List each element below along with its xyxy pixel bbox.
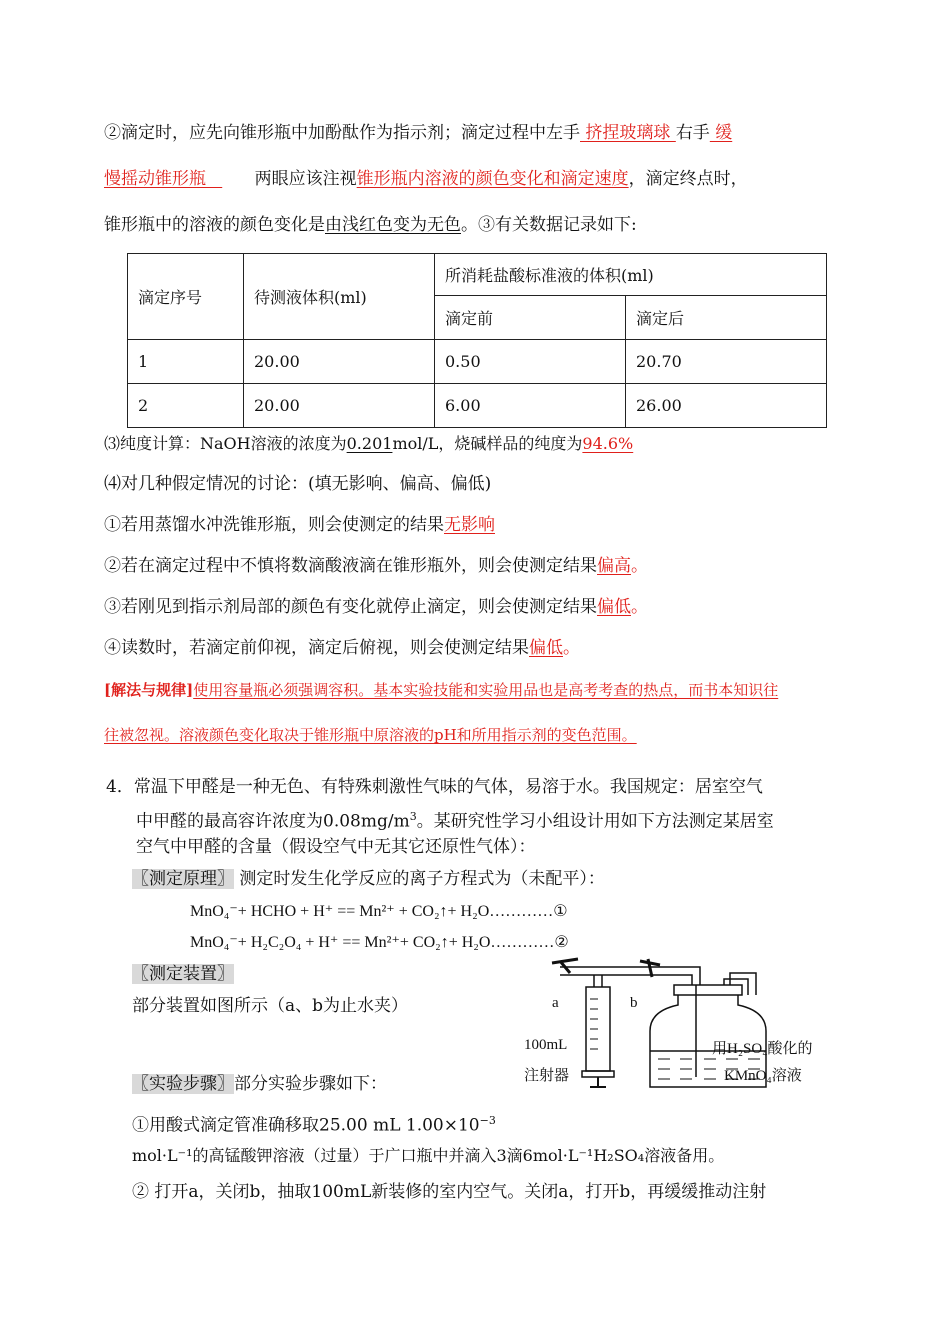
text: ①用酸式滴定管准确移取25.00 mL 1.00×10 — [132, 1115, 480, 1136]
question-number: 4． — [106, 777, 134, 797]
text: ②若在滴定过程中不慎将数滴酸液滴在锥形瓶外，则会使测定结果 — [104, 556, 597, 576]
outlet-tube — [724, 973, 756, 995]
answer: 偏低 — [529, 638, 563, 658]
step-line — [132, 1110, 496, 1137]
method-tag: [解法与规律] — [104, 681, 194, 699]
answer: 无影响 — [444, 515, 495, 535]
header-cell: 所消耗盐酸标准液的体积(ml) — [435, 254, 827, 296]
answer: 锥形瓶内溶液的颜色变化和滴定速度 — [356, 169, 629, 189]
header-cell: 待测液体积(ml) — [244, 254, 435, 340]
answer: 挤捏玻璃球 — [580, 123, 676, 143]
discussion-item — [104, 637, 580, 659]
text: 。 — [563, 638, 580, 658]
cell: 1 — [128, 340, 244, 384]
steps-line — [132, 1073, 387, 1095]
syringe-label-1: 100mL — [524, 1037, 568, 1053]
superscript: 3 — [409, 810, 417, 823]
text: ④读数时，若滴定前仰视，滴定后俯视，则会使测定结果 — [104, 638, 529, 658]
tube — [594, 975, 602, 987]
discussion-item — [104, 596, 648, 618]
text: 中甲醛的最高容许浓度为0.08mg/m — [136, 811, 410, 832]
method-line — [104, 679, 778, 701]
q4-line: 空气中甲醛的含量（假设空气中无其它还原性气体）： — [136, 837, 536, 857]
discussion-item — [104, 555, 648, 577]
q4-line — [136, 806, 774, 833]
step-line: mol·L⁻¹的高锰酸钾溶液（过量）于广口瓶中并滴入3滴6mol·L⁻¹H₂SO₄溶液备用。 — [132, 1146, 725, 1165]
equation-2: MnO₄⁻+ H₂C₂O₄ + H⁺ == Mn²⁺+ CO₂↑+ H₂O…………② — [190, 934, 569, 951]
tube — [560, 967, 660, 975]
syringe-plunger — [590, 1077, 606, 1087]
apparatus-tag: 〖测定装置〗 — [132, 964, 234, 984]
syringe-flange — [582, 1071, 614, 1077]
method-text: 往被忽视。溶液颜色变化取决于锥形瓶中原溶液的pH和所用指示剂的变色范围。 — [104, 726, 637, 744]
method-text: 使用容量瓶必须强调容积。基本实验技能和实验用品也是高考考查的热点，而书本知识往 — [193, 681, 779, 699]
text: ，滴定终点时， — [628, 169, 748, 189]
cell: 26.00 — [626, 384, 827, 428]
discussion-title: ⑷对几种假定情况的讨论：(填无影响、偏高、偏低) — [104, 474, 492, 494]
text-line — [104, 122, 732, 144]
header-cell: 滴定后 — [626, 296, 827, 340]
text: 测定时发生化学反应的离子方程式为（未配平）： — [234, 869, 605, 889]
equation-1: MnO₄⁻+ HCHO + H⁺ == Mn²⁺ + CO₂↑+ H₂O…………① — [190, 903, 568, 920]
bottle-label-1: 用H₂SO₄酸化的 — [712, 1041, 813, 1057]
text: 右手 — [675, 123, 710, 143]
data-table — [127, 253, 827, 428]
purity-line — [104, 433, 633, 455]
step-line: ② 打开a，关闭b，抽取100mL新装修的室内空气。关闭a，打开b，再缓缓推动注射 — [132, 1182, 767, 1202]
stopper — [674, 985, 742, 995]
answer: 偏低 — [597, 597, 631, 617]
syringe-label-2: 注射器 — [524, 1068, 570, 1084]
text-line — [104, 168, 748, 190]
syringe-scale — [590, 999, 598, 1049]
cell: 2 — [128, 384, 244, 428]
steps-tag: 〖实验步骤〗 — [132, 1074, 234, 1094]
header-cell: 滴定序号 — [128, 254, 244, 340]
principle-line — [132, 868, 605, 890]
cell: 20.00 — [244, 340, 435, 384]
cell: 20.00 — [244, 384, 435, 428]
tube — [672, 967, 700, 985]
text: ⑶纯度计算：NaOH溶液的浓度为 — [104, 434, 347, 453]
text: 常温下甲醛是一种无色、有特殊刺激性气味的气体，易溶于水。我国规定：居室空气 — [133, 777, 763, 797]
text-line — [104, 214, 637, 236]
header-cell: 滴定前 — [435, 296, 626, 340]
table-row — [128, 340, 827, 384]
discussion-item — [104, 514, 495, 536]
answer: 94.6% — [582, 434, 634, 453]
text: 部分实验步骤如下： — [234, 1074, 387, 1094]
text: 锥形瓶中的溶液的颜色变化是 — [104, 215, 325, 235]
cell: 0.50 — [435, 340, 626, 384]
text: ③若刚见到指示剂局部的颜色有变化就停止滴定，则会使测定结果 — [104, 597, 597, 617]
q4-line — [106, 776, 763, 798]
table-row — [128, 384, 827, 428]
answer: 由浅红色变为无色 — [325, 215, 461, 235]
principle-tag: 〖测定原理〗 — [132, 869, 234, 889]
answer: 慢摇动锥形瓶 — [104, 169, 223, 189]
clamp-a-icon — [552, 959, 578, 973]
cell: 6.00 — [435, 384, 626, 428]
text: 。 — [631, 556, 648, 576]
apparatus-text: 部分装置如图所示（a、b为止水夹） — [132, 996, 409, 1016]
method-line — [104, 724, 637, 746]
text: mol/L，烧碱样品的纯度为 — [392, 434, 583, 453]
cell: 20.70 — [626, 340, 827, 384]
superscript: −3 — [479, 1114, 496, 1127]
text: 两眼应该注视 — [222, 169, 357, 189]
label-a: a — [552, 995, 559, 1011]
text: ①若用蒸馏水冲洗锥形瓶，则会使测定的结果 — [104, 515, 444, 535]
text: 。 — [631, 597, 648, 617]
text: 。③有关数据记录如下: — [461, 215, 637, 235]
answer: 偏高 — [597, 556, 631, 576]
answer: 缓 — [709, 123, 733, 143]
tube — [650, 967, 680, 975]
text: 。某研究性学习小组设计用如下方法测定某居室 — [416, 811, 774, 832]
bottle-label-2: KMnO₄溶液 — [724, 1068, 802, 1084]
label-b: b — [630, 995, 638, 1011]
apparatus-tag-line — [132, 963, 234, 985]
answer: 0.201 — [346, 434, 393, 453]
text: ②滴定时，应先向锥形瓶中加酚酞作为指示剂；滴定过程中左手 — [104, 123, 580, 143]
